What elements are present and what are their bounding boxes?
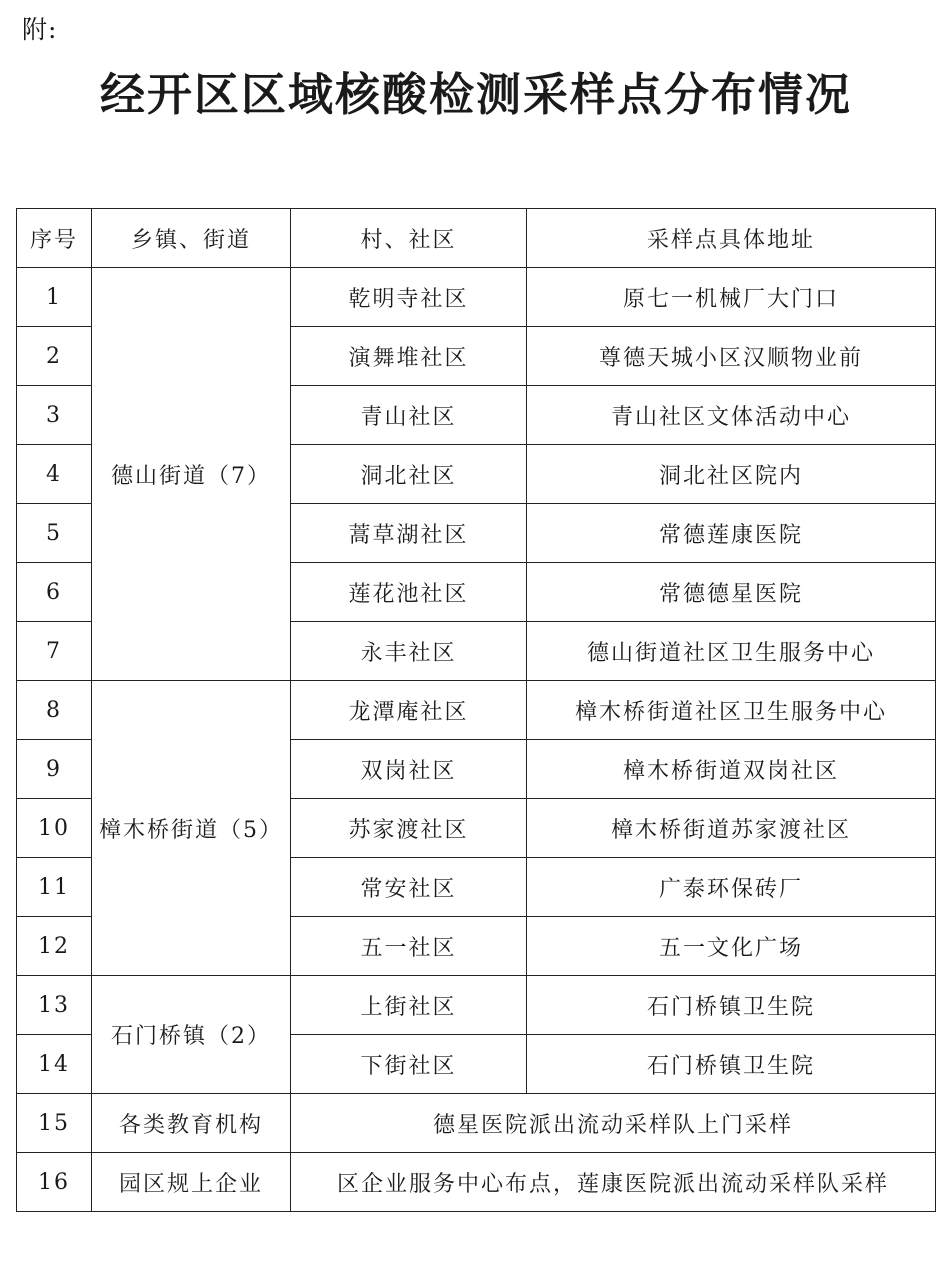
address-cell: 尊德天城小区汉顺物业前 <box>527 327 936 386</box>
address-cell: 青山社区文体活动中心 <box>527 386 936 445</box>
header-site-address: 采样点具体地址 <box>527 209 936 268</box>
row-no: 10 <box>17 799 92 858</box>
row-no: 7 <box>17 622 92 681</box>
row-no: 6 <box>17 563 92 622</box>
community-cell: 苏家渡社区 <box>291 799 527 858</box>
community-cell: 乾明寺社区 <box>291 268 527 327</box>
address-cell: 德星医院派出流动采样队上门采样 <box>291 1094 936 1153</box>
row-no: 2 <box>17 327 92 386</box>
community-cell: 蒿草湖社区 <box>291 504 527 563</box>
row-no: 14 <box>17 1035 92 1094</box>
header-village-community: 村、社区 <box>291 209 527 268</box>
annex-label: 附: <box>22 15 58 44</box>
row-no: 13 <box>17 976 92 1035</box>
community-cell: 青山社区 <box>291 386 527 445</box>
community-cell: 洞北社区 <box>291 445 527 504</box>
address-cell: 常德德星医院 <box>527 563 936 622</box>
row-no: 15 <box>17 1094 92 1153</box>
row-no: 12 <box>17 917 92 976</box>
address-cell: 樟木桥街道苏家渡社区 <box>527 799 936 858</box>
community-cell: 上街社区 <box>291 976 527 1035</box>
address-cell: 区企业服务中心布点，莲康医院派出流动采样队采样 <box>291 1153 936 1212</box>
town-cell: 石门桥镇（2） <box>92 976 291 1094</box>
address-cell: 原七一机械厂大门口 <box>527 268 936 327</box>
address-cell: 洞北社区院内 <box>527 445 936 504</box>
table-row <box>17 268 936 327</box>
header-serial-no: 序号 <box>17 209 92 268</box>
community-cell: 莲花池社区 <box>291 563 527 622</box>
address-cell: 广泰环保砖厂 <box>527 858 936 917</box>
table-row <box>17 1153 936 1212</box>
address-cell: 石门桥镇卫生院 <box>527 1035 936 1094</box>
community-cell: 常安社区 <box>291 858 527 917</box>
table-row <box>17 681 936 740</box>
row-no: 8 <box>17 681 92 740</box>
town-cell: 樟木桥街道（5） <box>92 681 291 976</box>
community-cell: 五一社区 <box>291 917 527 976</box>
town-cell: 园区规上企业 <box>92 1153 291 1212</box>
community-cell: 演舞堆社区 <box>291 327 527 386</box>
address-cell: 樟木桥街道社区卫生服务中心 <box>527 681 936 740</box>
sampling-sites-table <box>16 208 936 1212</box>
address-cell: 石门桥镇卫生院 <box>527 976 936 1035</box>
address-cell: 德山街道社区卫生服务中心 <box>527 622 936 681</box>
row-no: 1 <box>17 268 92 327</box>
community-cell: 永丰社区 <box>291 622 527 681</box>
row-no: 11 <box>17 858 92 917</box>
table-row <box>17 976 936 1035</box>
row-no: 16 <box>17 1153 92 1212</box>
address-cell: 常德莲康医院 <box>527 504 936 563</box>
community-cell: 下街社区 <box>291 1035 527 1094</box>
table-row <box>17 1094 936 1153</box>
row-no: 3 <box>17 386 92 445</box>
row-no: 9 <box>17 740 92 799</box>
community-cell: 龙潭庵社区 <box>291 681 527 740</box>
table-header-row <box>17 209 936 268</box>
town-cell: 德山街道（7） <box>92 268 291 681</box>
town-cell: 各类教育机构 <box>92 1094 291 1153</box>
row-no: 4 <box>17 445 92 504</box>
page-title: 经开区区域核酸检测采样点分布情况 <box>99 68 852 121</box>
community-cell: 双岗社区 <box>291 740 527 799</box>
address-cell: 樟木桥街道双岗社区 <box>527 740 936 799</box>
header-town-street: 乡镇、街道 <box>92 209 291 268</box>
address-cell: 五一文化广场 <box>527 917 936 976</box>
row-no: 5 <box>17 504 92 563</box>
